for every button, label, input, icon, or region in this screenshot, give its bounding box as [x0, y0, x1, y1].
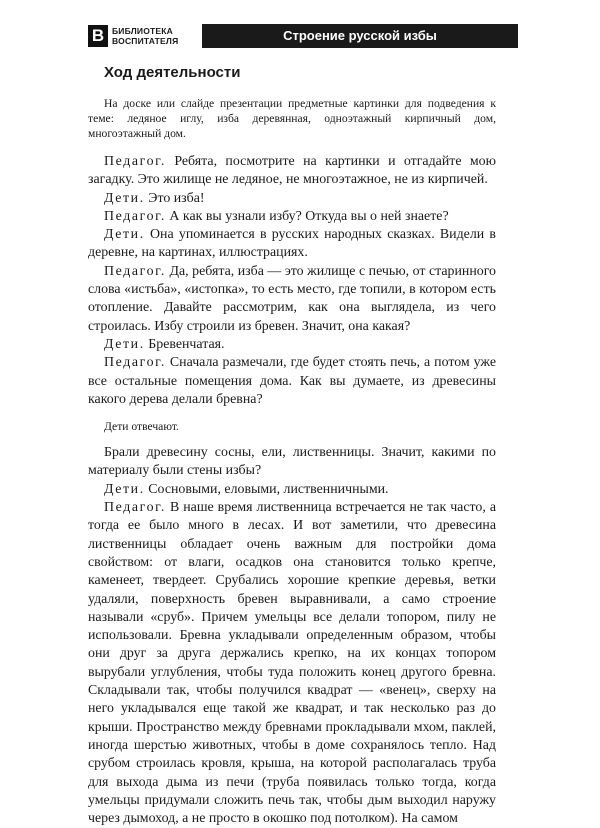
- page-number: 5: [487, 27, 496, 44]
- speaker-label: Педагог.: [104, 500, 166, 516]
- dialogue-text: Она упоминается в русских народных сказках. Видели в деревне, на картинах, иллюстрациях.: [88, 227, 496, 261]
- dialogue-line: [88, 208, 496, 226]
- dialogue-text: Да, ребята, изба — это жилище с печью, от старинного слова «истьба», «истопка», то есть место, где топили, в котором есть отопление. Давайте рассмотрим, как она выглядела, из чего строилась. Избу строили из бревен. Значит, она какая?: [88, 263, 496, 334]
- dialogue-line: [88, 481, 496, 499]
- dialogue-line: [88, 226, 496, 263]
- dialogue-text: Бревенчатая.: [144, 336, 225, 352]
- dialogue-text: Это изба!: [144, 190, 205, 206]
- dialogue-line: [88, 190, 496, 208]
- dialogue-block-1: [88, 153, 496, 409]
- series-name-line-2: ВОСПИТАТЕЛЯ: [112, 36, 179, 46]
- chapter-title: Строение русской избы: [202, 24, 518, 48]
- intro-note: На доске или слайде презентации предметные картинки для подведения к теме: ледяное иглу, изба деревянная, одноэтажный кирпичный дом, многоэтажный дом.: [88, 97, 496, 140]
- dialogue-line: [88, 263, 496, 336]
- dialogue-text: Ребята, посмотрите на картинки и отгадайте мою загадку. Это жилище не ледяное, не многоэтажное, не из кирпичей.: [88, 154, 496, 188]
- series-logo-icon: В: [88, 25, 108, 47]
- dialogue-text: В наше время лиственница встречается не так часто, а тогда ее было много в лесах. И вот заметили, что древесина лиственницы обладает очень важным для постройки дома свойством: от влаги, осадков она становится только крепче, каменеет, твердеет. Срубались хорошие крепкие деревья, ветки удаляли, поверхность бревен выравнивали, а само строение называли «сруб». Причем умельцы все делали топором, пилу не использовали. Бревна укладывали определенным образом, чтобы они друг за друга держались крепко, на их концах топором вырубали углубления, чтобы туда положить конец другого бревна. Складывали так, чтобы получился квадрат — «венец», сверху на него укладывался еще такой же квадрат, и так несколько раз до крыши. Пространство между бревнами прокладывали мхом, паклей, иногда шерстью животных, чтобы в доме сохранялось тепло. Над срубом строилась кровля, крыша, на которой располагалась труба для выхода дыма из печи (труба появилась только тогда, когда умельцы придумали сложить печь так, чтобы дым выходил наружу через дымоход, а не просто в окошко под потолком). На самом: [88, 500, 496, 827]
- dialogue-text: А как вы узнали избу? Откуда вы о ней знаете?: [165, 208, 449, 224]
- dialogue-text: Брали древесину сосны, ели, лиственницы. Значит, какими по материалу были стены избы?: [88, 445, 496, 479]
- dialogue-text: Сначала размечали, где будет стоять печь, а потом уже все остальные помещения дома. Как вы думаете, из древесины какого дерева делали бревна?: [88, 355, 496, 407]
- dialogue-line: [88, 153, 496, 190]
- section-title: Ход деятельности: [104, 64, 241, 81]
- dialogue-line: [88, 336, 496, 354]
- page-content: [88, 64, 496, 828]
- speaker-label: Педагог.: [104, 355, 166, 371]
- speaker-label: Дети.: [104, 481, 145, 497]
- dialogue-line: [88, 444, 496, 481]
- series-name-line-1: БИБЛИОТЕКА: [112, 26, 173, 36]
- speaker-label: Дети.: [104, 336, 145, 352]
- speaker-label: Дети.: [104, 190, 145, 206]
- running-header: [88, 24, 518, 48]
- dialogue-line: [88, 354, 496, 409]
- speaker-label: Педагог.: [104, 263, 166, 279]
- speaker-label: Педагог.: [104, 208, 166, 224]
- stage-direction: Дети отвечают.: [104, 420, 179, 434]
- dialogue-text: Сосновыми, еловыми, лиственничными.: [144, 481, 389, 497]
- series-name: [112, 26, 178, 46]
- dialogue-line: [88, 499, 496, 828]
- speaker-label: Дети.: [104, 227, 145, 243]
- dialogue-block-2: [88, 444, 496, 828]
- speaker-label: Педагог.: [104, 154, 166, 169]
